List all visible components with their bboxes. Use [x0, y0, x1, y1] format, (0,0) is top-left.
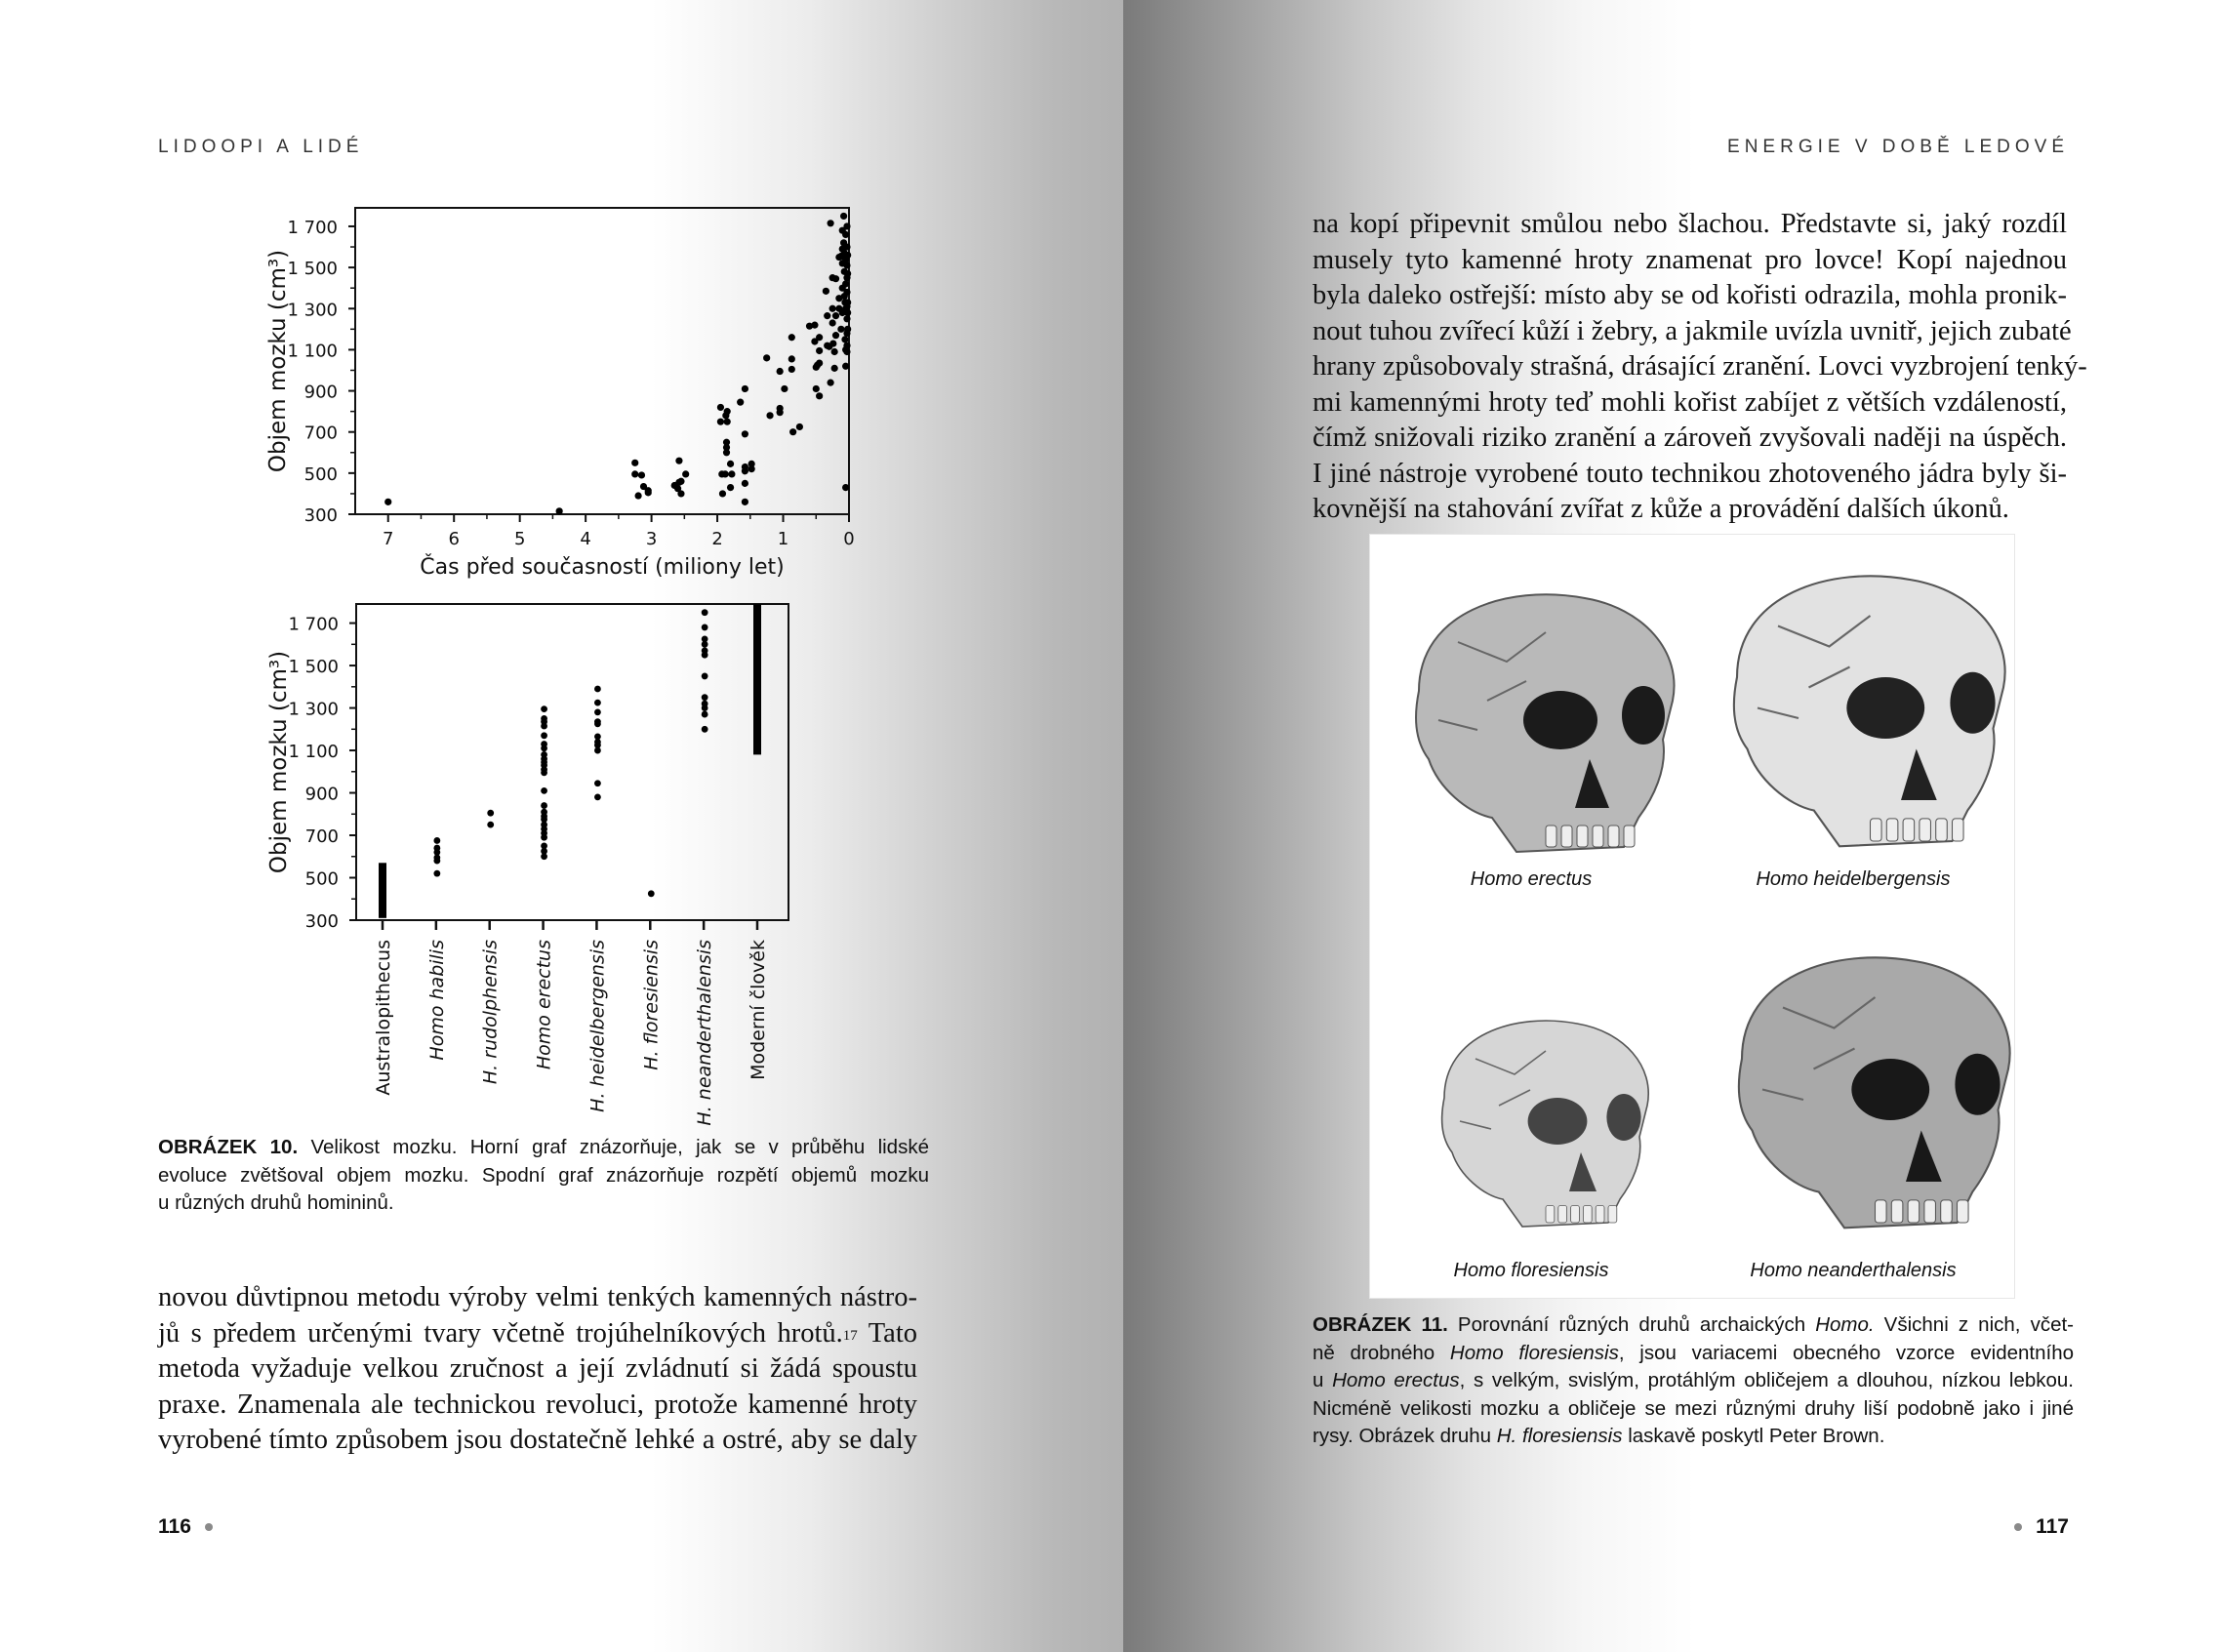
tooth: [1924, 1200, 1936, 1223]
data-point: [594, 780, 601, 786]
skull-shape: [1734, 576, 2005, 846]
skull-homo-neanderthalensis-icon: [1692, 916, 2014, 1238]
species-name: Homo floresiensis: [1449, 1341, 1619, 1364]
data-point: [433, 845, 440, 852]
tooth: [1903, 819, 1915, 841]
page-number: 116: [158, 1515, 191, 1538]
eye-socket: [1846, 677, 1924, 739]
brain-volume-species-chart: [0, 0, 1123, 1132]
caption-line: [1313, 1423, 2074, 1451]
caption-text: laskavě poskytl Peter Brown.: [1622, 1425, 1885, 1447]
y-tick-label: 1 700: [287, 217, 338, 238]
figure-10-caption: [158, 1134, 929, 1218]
body-line: mi kamennými hroty teď mohli kořist zabíjet z větších vzdáleností,: [1313, 386, 2067, 418]
body-text-left: [158, 1280, 917, 1459]
tooth: [1941, 1200, 1953, 1223]
y-tick-label: 1 500: [288, 657, 339, 678]
category-label: H. floresiensis: [640, 940, 663, 1070]
data-point: [702, 711, 708, 718]
category-label: H. heidelbergensis: [586, 940, 609, 1112]
y-tick-label: 500: [304, 868, 339, 890]
tooth: [1908, 1200, 1920, 1223]
skull-figure: [1370, 535, 1692, 916]
data-point: [594, 686, 601, 693]
category-label: H. rudolphensis: [479, 940, 502, 1085]
data-point: [541, 751, 547, 758]
eye-socket: [1606, 1094, 1640, 1141]
x-tick-label: 6: [448, 529, 460, 549]
tooth: [1891, 1200, 1903, 1223]
body-line: kovnější na stahování zvířat z kůže a provádění dalších úkonů.: [1313, 494, 2009, 524]
data-point: [433, 870, 440, 877]
data-point: [487, 810, 494, 817]
body-line: vyrobené tímto způsobem jsou dostatečně lehké a ostré, aby se daly: [158, 1425, 917, 1455]
data-point: [594, 708, 601, 715]
body-line-text: Tato: [857, 1317, 917, 1349]
tooth: [1920, 819, 1931, 841]
eye-socket: [1955, 1054, 2000, 1115]
y-tick-label: 900: [303, 382, 338, 403]
species-name: Homo.: [1815, 1313, 1875, 1336]
figure-11-label: OBRÁZEK 11.: [1313, 1313, 1448, 1336]
category-label: Homo habilis: [425, 940, 448, 1061]
data-point: [702, 647, 708, 654]
caption-line: evoluce zvětšoval objem mozku. Spodní graf znázorňuje rozpětí objemů mozku: [158, 1163, 929, 1187]
body-line: čímž snižovali riziko zranění a zároveň zvyšovali naději na úspěch.: [1313, 423, 2067, 453]
data-point: [541, 802, 547, 809]
y-tick-label: 1 700: [288, 614, 339, 635]
data-point: [702, 625, 708, 631]
skull-homo-floresiensis-icon: [1370, 916, 1692, 1238]
skull-homo-heidelbergensis-icon: [1692, 535, 2014, 857]
figure-11-caption: [1313, 1311, 2074, 1451]
figure-10-label: OBRÁZEK 10.: [158, 1136, 299, 1158]
x-tick-label: 2: [711, 529, 723, 549]
y-tick-label: 700: [304, 826, 339, 848]
skull-homo-erectus-icon: [1370, 535, 1692, 857]
tooth: [1936, 819, 1948, 841]
tooth: [1624, 826, 1635, 847]
skull-label: Homo erectus: [1470, 868, 1593, 890]
range-bar: [753, 604, 761, 754]
data-point: [541, 809, 547, 816]
x-tick-label: 3: [645, 529, 658, 549]
y-tick-label: 500: [303, 463, 338, 485]
tooth: [1577, 826, 1588, 847]
skull-shape: [1416, 594, 1675, 852]
category-label: Homo erectus: [533, 940, 555, 1070]
tooth: [1953, 819, 1964, 841]
tooth: [1886, 819, 1898, 841]
category-label: H. neanderthalensis: [694, 940, 716, 1126]
data-point: [594, 700, 601, 706]
data-point: [433, 837, 440, 844]
caption-line: [1313, 1367, 2074, 1395]
y-tick-label: 700: [303, 423, 338, 444]
skull-shape: [1442, 1021, 1649, 1227]
data-point: [594, 734, 601, 741]
caption-line: u různých druhů homininů.: [158, 1191, 394, 1214]
skull-figure: [1370, 916, 1692, 1298]
y-tick-label: 1 100: [288, 742, 339, 763]
data-point: [702, 609, 708, 616]
y-tick-label: 1 300: [287, 300, 338, 321]
species-name: Homo erectus: [1332, 1369, 1460, 1391]
plot-frame: [356, 604, 788, 920]
body-line: I jiné nástroje vyrobené touto technikou zhotoveného jádra byly ši-: [1313, 458, 2067, 489]
running-head-right: ENERGIE V DOBĚ LEDOVÉ: [1727, 137, 2069, 157]
category-label: Australopithecus: [373, 940, 394, 1096]
eye-socket: [1528, 1098, 1588, 1145]
y-tick-label: 1 100: [287, 341, 338, 362]
data-point: [702, 694, 708, 701]
tooth: [1958, 1200, 1969, 1223]
eye-socket: [1622, 686, 1665, 745]
caption-line: [1313, 1340, 2074, 1368]
eye-socket: [1851, 1059, 1929, 1120]
tooth: [1608, 1205, 1617, 1223]
range-bar: [379, 863, 386, 918]
tooth: [1546, 826, 1556, 847]
tooth: [1871, 819, 1882, 841]
tooth: [1593, 826, 1603, 847]
page-number-right: [2001, 1515, 2069, 1539]
skull-shape: [1739, 957, 2010, 1228]
tooth: [1583, 1205, 1592, 1223]
y-tick-label: 300: [304, 911, 339, 932]
tooth: [1558, 1205, 1567, 1223]
data-point: [594, 793, 601, 800]
eye-socket: [1523, 691, 1597, 749]
y-tick-label: 300: [303, 505, 338, 526]
body-line: nout tuhou zvířecí kůží i žebry, a jakmile uvízla uvnitř, jejich zubaté: [1313, 315, 2072, 346]
body-text-right: [1313, 207, 2087, 528]
body-line: [158, 1316, 917, 1352]
bullet-dot-icon: [205, 1523, 213, 1531]
data-point: [541, 715, 547, 722]
tooth: [1596, 1205, 1604, 1223]
page-number-left: [158, 1515, 226, 1539]
figure-11-skulls: [1369, 534, 2015, 1299]
x-tick-label: 7: [383, 529, 394, 549]
data-point: [541, 842, 547, 849]
skull-label: Homo floresiensis: [1453, 1260, 1609, 1281]
tooth: [1876, 1200, 1887, 1223]
tooth: [1546, 1205, 1555, 1223]
x-tick-label: 4: [580, 529, 591, 549]
y-tick-label: 1 300: [288, 699, 339, 720]
y-axis-label: Objem mozku (cm³): [266, 650, 292, 874]
data-point: [541, 705, 547, 712]
caption-text: , jsou variacemi obecného vzorce evidentního: [1618, 1341, 2075, 1364]
body-line: praxe. Znamenala ale technickou revoluci, protože kamenné hroty: [158, 1389, 917, 1420]
body-line: byla daleko ostřejší: místo aby se od kořisti odrazila, mohla pronik-: [1313, 280, 2067, 310]
footnote-ref[interactable]: 17: [842, 1327, 858, 1344]
bullet-dot-icon: [2014, 1523, 2022, 1531]
caption-line: [1313, 1395, 2074, 1424]
x-tick-label: 5: [513, 529, 526, 549]
category-label: Moderní člověk: [748, 940, 769, 1080]
species-name: H. floresiensis: [1496, 1425, 1623, 1447]
data-point: [541, 741, 547, 747]
body-line: novou důvtipnou metodu výroby velmi tenkých kamenných nástro-: [158, 1282, 917, 1312]
body-line: hrany způsobovaly strašná, drásající zranění. Lovci vyzbrojení tenký-: [1313, 351, 2087, 382]
body-line: metoda vyžaduje velkou zručnost a její zvládnutí si žádá spoustu: [158, 1353, 917, 1384]
skull-label: Homo neanderthalensis: [1750, 1260, 1957, 1281]
skull-figure: [1692, 916, 2014, 1298]
x-axis-label: Čas před současností (miliony let): [420, 555, 785, 580]
body-line: musely tyto kamenné hroty znamenat pro lovce! Kopí najednou: [1313, 244, 2067, 275]
caption-line: Velikost mozku. Horní graf znázorňuje, jak se v průběhu lidské: [298, 1136, 929, 1158]
body-line: na kopí připevnit smůlou nebo šlachou. Představte si, jaký rozdíl: [1313, 209, 2067, 239]
data-point: [541, 787, 547, 794]
tooth: [1561, 826, 1572, 847]
tooth: [1608, 826, 1619, 847]
data-point: [702, 673, 708, 680]
skull-label: Homo heidelbergensis: [1756, 868, 1951, 890]
caption-text: Všichni z nich, včet-: [1874, 1313, 2075, 1336]
data-point: [702, 635, 708, 642]
y-tick-label: 900: [304, 784, 339, 805]
caption-text: ně drobného: [1313, 1341, 1450, 1364]
data-point: [594, 718, 601, 725]
data-point: [541, 732, 547, 739]
skull-figure: [1692, 535, 2014, 916]
running-head-left: LIDOOPI A LIDÉ: [158, 137, 364, 157]
caption-text: Porovnání různých druhů archaických: [1447, 1313, 1816, 1336]
body-line-text: jů s předem určenými tvary včetně trojúhelníkových hrotů.: [158, 1317, 843, 1349]
data-point: [702, 701, 708, 707]
y-tick-label: 1 500: [287, 259, 338, 280]
data-point: [648, 890, 655, 897]
page-number: 117: [2036, 1515, 2069, 1538]
eye-socket: [1950, 672, 1995, 734]
data-point: [702, 726, 708, 733]
caption-text: u: [1313, 1369, 1333, 1391]
tooth: [1571, 1205, 1580, 1223]
caption-line: [1313, 1311, 2074, 1340]
data-point: [487, 822, 494, 828]
caption-text: , s velkým, svislým, protáhlým obličejem a dlouhou, nízkou lebkou.: [1459, 1369, 2074, 1391]
caption-text: rysy. Obrázek druhu: [1313, 1425, 1497, 1447]
y-axis-label: Objem mozku (cm³): [265, 249, 291, 473]
caption-text: Nicméně velikosti mozku a obličeje se mezi různými druhy liší podobně jako i jiné: [1313, 1396, 2074, 1420]
x-tick-label: 1: [777, 529, 789, 549]
x-tick-label: 0: [843, 529, 855, 549]
